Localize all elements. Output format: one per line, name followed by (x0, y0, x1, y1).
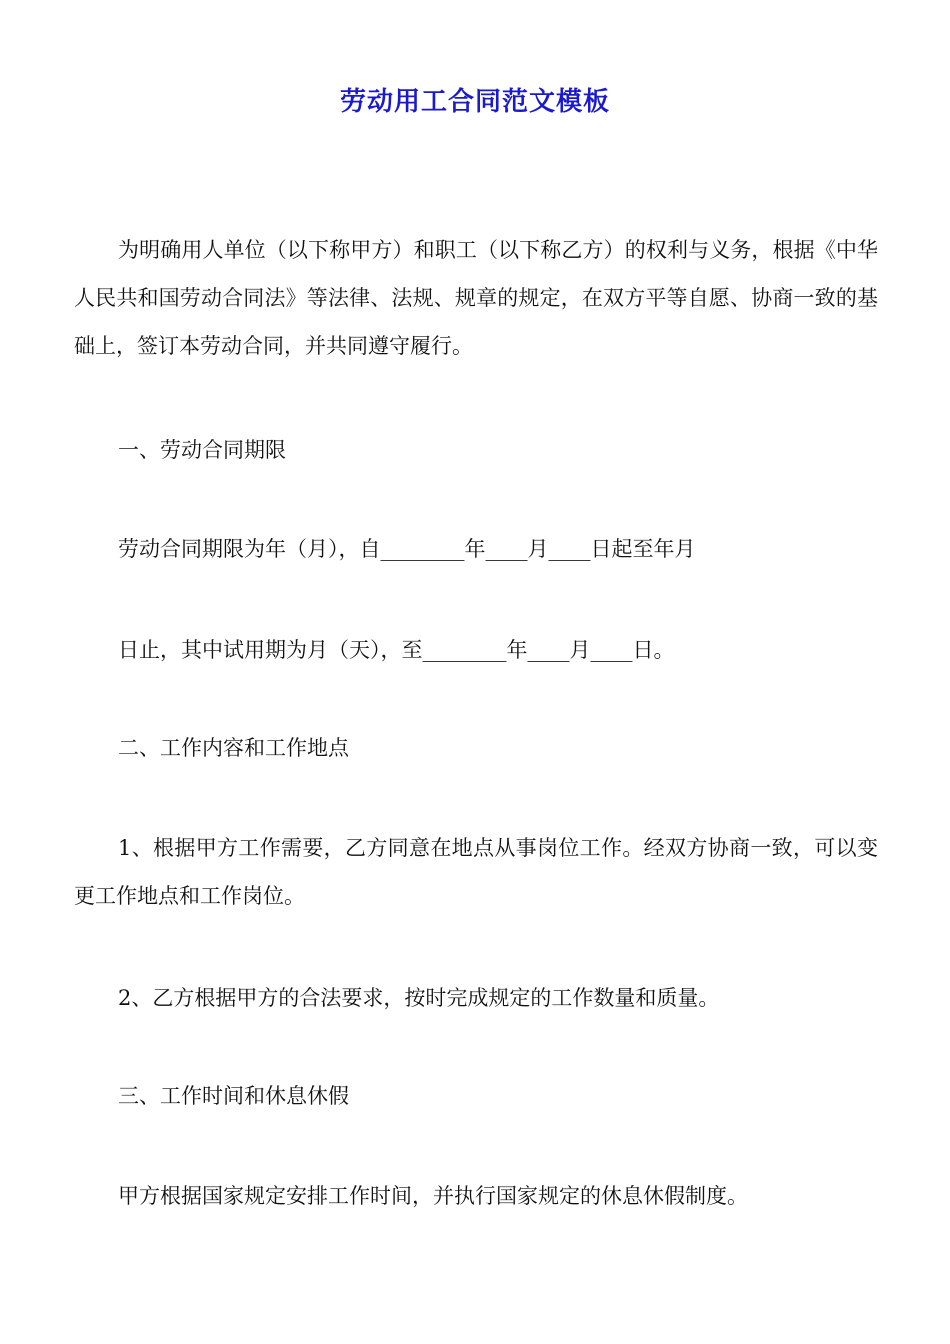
term-line-1: 劳动合同期限为年（月），自________年____月____日起至年月 (118, 537, 696, 561)
section-2-heading: 二、工作内容和工作地点 (118, 736, 349, 760)
section-1-heading: 一、劳动合同期限 (118, 438, 286, 462)
term-line-2: 日止，其中试用期为月（天），至________年____月____日。 (118, 638, 675, 662)
section-3-text: 甲方根据国家规定安排工作时间，并执行国家规定的休息休假制度。 (118, 1184, 748, 1208)
intro-paragraph: 为明确用人单位（以下称甲方）和职工（以下称乙方）的权利与义务，根据《中华人民共和国劳动合同法》等法律、法规、规章的规定，在双方平等自愿、协商一致的基础上，签订本劳动合同，并共同遵守履行。 (74, 238, 878, 358)
document-title: 劳动用工合同范文模板 (339, 87, 610, 117)
section-2-item-1: 1、根据甲方工作需要，乙方同意在地点从事岗位工作。经双方协商一致，可以变更工作地点和工作岗位。 (74, 836, 878, 908)
section-3-heading: 三、工作时间和休息休假 (118, 1084, 349, 1108)
section-2-item-2: 2、乙方根据甲方的合法要求，按时完成规定的工作数量和质量。 (118, 986, 720, 1010)
